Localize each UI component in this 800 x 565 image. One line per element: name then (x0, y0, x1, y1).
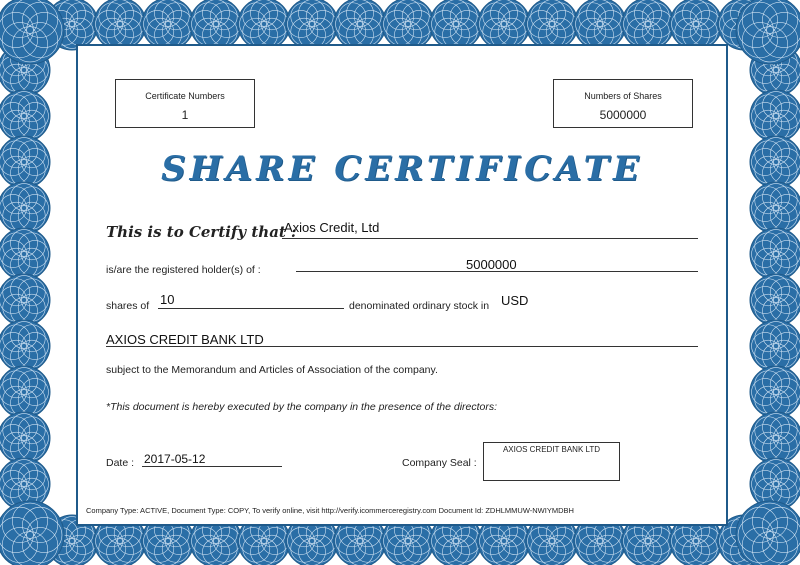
border-rosette (0, 136, 50, 188)
certificate-number-label: Certificate Numbers (145, 91, 225, 101)
border-rosette (478, 0, 530, 50)
certificate-title: SHARE CERTIFICATE (161, 149, 643, 189)
border-rosette (750, 320, 800, 372)
date-line (142, 466, 282, 467)
border-rosette (0, 320, 50, 372)
border-rosette (334, 0, 386, 50)
company-seal-value: AXIOS CREDIT BANK LTD (502, 445, 601, 454)
date-value: 2017-05-12 (144, 452, 206, 466)
border-rosette (750, 228, 800, 280)
currency-value: USD (501, 293, 529, 308)
border-rosette (0, 366, 50, 418)
border-rosette (750, 90, 800, 142)
holder-name-line (282, 238, 698, 239)
company-seal-label: Company Seal : (402, 457, 477, 469)
registered-holder-value: 5000000 (466, 257, 517, 272)
border-rosette (750, 136, 800, 188)
number-of-shares-value: 5000000 (599, 108, 647, 122)
number-of-shares-box (553, 79, 693, 128)
border-rosette (750, 274, 800, 326)
border-rosette (750, 412, 800, 464)
subject-text: subject to the Memorandum and Articles of Association of the company. (106, 364, 438, 376)
date-label: Date : (106, 457, 135, 469)
registered-holder-label: is/are the registered holder(s) of : (106, 264, 261, 276)
registered-holder-line (296, 271, 698, 272)
shares-value-line (158, 308, 344, 309)
border-rosette (238, 0, 290, 50)
company-name-line (106, 346, 698, 347)
footer-text: Company Type: ACTIVE, Document Type: COPY, To verify online, visit http://verify.icommerceregistry.com Document Id: ZDHLMMUW-NWIYMDBH (86, 506, 574, 515)
border-rosette (750, 366, 800, 418)
denominated-label: denominated ordinary stock in (349, 300, 490, 312)
border-rosette (190, 0, 242, 50)
border-rosette (622, 0, 674, 50)
holder-name: Axios Credit, Ltd (284, 220, 380, 235)
border-rosette (382, 0, 434, 50)
company-name: AXIOS CREDIT BANK LTD (106, 332, 264, 347)
company-seal-box (483, 442, 620, 481)
border-rosette (0, 412, 50, 464)
executed-note: *This document is hereby executed by the company in the presence of the directors: (106, 401, 498, 413)
border-rosette (286, 0, 338, 50)
border-rosette (0, 90, 50, 142)
border-rosette (142, 0, 194, 50)
certificate-number-value: 1 (181, 108, 189, 122)
shares-value: 10 (160, 292, 175, 307)
shares-of-label: shares of (106, 300, 150, 312)
certificate-panel (76, 44, 728, 526)
border-rosette (430, 0, 482, 50)
number-of-shares-label: Numbers of Shares (584, 91, 662, 101)
border-rosette (94, 0, 146, 50)
border-rosette (0, 228, 50, 280)
border-rosette (526, 0, 578, 50)
border-rosette (0, 182, 50, 234)
border-rosette (0, 274, 50, 326)
certify-label: This is to Certify that : (106, 223, 297, 241)
border-rosette (670, 0, 722, 50)
certificate-number-box (115, 79, 255, 128)
border-rosette (750, 182, 800, 234)
border-rosette (574, 0, 626, 50)
